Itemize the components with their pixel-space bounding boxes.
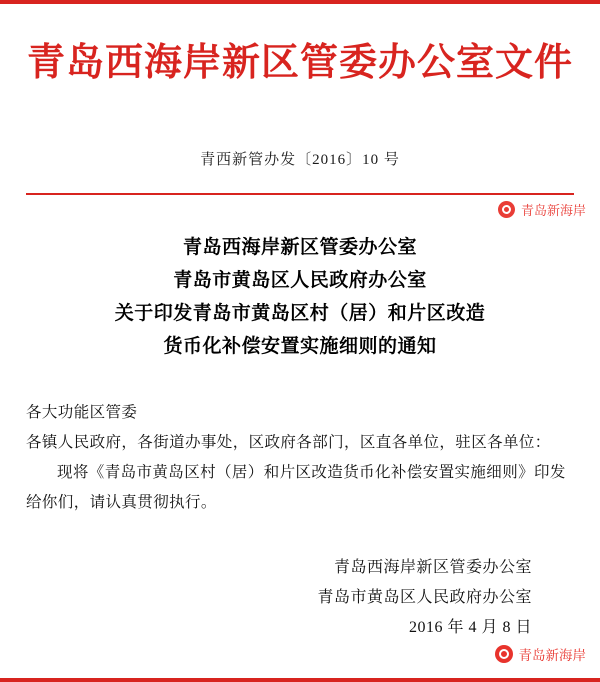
document-number: 青西新管办发〔2016〕10 号 bbox=[200, 151, 400, 168]
red-divider-rule bbox=[26, 193, 574, 195]
body-salutation-2: 各镇人民政府，各街道办事处，区政府各部门，区直各单位，驻区各单位： bbox=[26, 433, 551, 451]
body-salutation-1: 各大功能区管委 bbox=[26, 403, 138, 421]
signature-date: 2016 年 4 月 8 日 bbox=[408, 619, 532, 637]
watermark-bottom bbox=[495, 644, 587, 664]
document-signature bbox=[26, 553, 574, 644]
title-line-3: 关于印发青岛市黄岛区村（居）和片区改造 bbox=[114, 303, 486, 325]
signature-org-2: 青岛市黄岛区人民政府办公室 bbox=[317, 588, 532, 606]
document-title-block bbox=[26, 231, 574, 364]
title-line-4: 货币化补偿安置实施细则的通知 bbox=[163, 336, 437, 358]
watermark-logo-icon bbox=[498, 201, 515, 218]
document-body bbox=[26, 398, 574, 519]
document-banner-title: 青岛西海岸新区管委办公室文件 bbox=[26, 42, 573, 84]
signature-org-1: 青岛西海岸新区管委办公室 bbox=[333, 558, 532, 576]
body-paragraph-1: 现将《青岛市黄岛区村（居）和片区改造货币化补偿安置实施细则》印发给你们，请认真贯彻执行。 bbox=[26, 464, 566, 512]
watermark-logo-icon-bottom bbox=[495, 645, 513, 663]
watermark-top-label: 青岛新海岸 bbox=[520, 203, 586, 218]
watermark-top bbox=[498, 200, 586, 219]
title-line-1: 青岛西海岸新区管委办公室 bbox=[182, 236, 417, 258]
title-line-2: 青岛市黄岛区人民政府办公室 bbox=[173, 269, 427, 291]
watermark-bottom-label: 青岛新海岸 bbox=[518, 648, 586, 663]
